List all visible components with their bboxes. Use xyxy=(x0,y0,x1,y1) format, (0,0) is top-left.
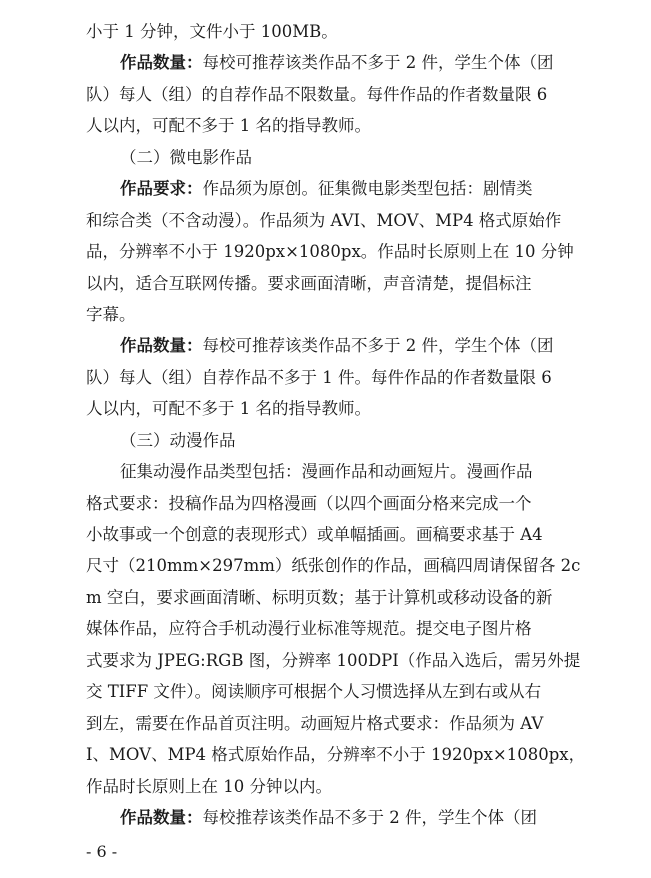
body-line: 媒体作品，应符合手机动漫行业标准等规范。提交电子图片格 xyxy=(86,619,532,638)
body-line: 以内，适合互联网传播。要求画面清晰，声音清楚，提倡标注 xyxy=(86,274,532,293)
body-line: 小于 1 分钟，文件小于 100MB。 xyxy=(86,22,338,41)
body-line: 品，分辨率不小于 1920px×1080px。作品时长原则上在 10 分钟 xyxy=(86,242,574,261)
body-line: 队）每人（组）自荐作品不多于 1 件。每件作品的作者数量限 6 xyxy=(86,368,552,387)
body-line: 队）每人（组）的自荐作品不限数量。每件作品的作者数量限 6 xyxy=(86,85,548,104)
paragraph-first-line: 作品数量：每校可推荐该类作品不多于 2 件，学生个体（团 xyxy=(120,336,554,355)
body-line: 字幕。 xyxy=(86,305,136,324)
body-line: 作品时长原则上在 10 分钟以内。 xyxy=(86,777,332,796)
bold-lead: 作品数量： xyxy=(120,808,203,827)
paragraph-first-line: 作品数量：每校推荐该类作品不多于 2 件，学生个体（团 xyxy=(120,808,537,827)
paragraph-first-line: 作品数量：每校可推荐该类作品不多于 2 件，学生个体（团 xyxy=(120,53,554,72)
bold-lead: 作品数量： xyxy=(120,53,203,72)
body-line: 人以内，可配不多于 1 名的指导教师。 xyxy=(86,116,371,135)
section-heading: （二）微电影作品 xyxy=(120,148,252,167)
body-line: 格式要求：投稿作品为四格漫画（以四个画面分格来完成一个 xyxy=(86,494,532,513)
body-line: m 空白，要求画面清晰、标明页数；基于计算机或移动设备的新 xyxy=(86,588,553,607)
page-number: - 6 - xyxy=(86,842,118,861)
paragraph-first-line: 征集动漫作品类型包括：漫画作品和动画短片。漫画作品 xyxy=(120,462,533,481)
body-line: I、MOV、MP4 格式原始作品，分辨率不小于 1920px×1080px， xyxy=(86,745,586,764)
section-heading: （三）动漫作品 xyxy=(120,431,236,450)
body-line: 人以内，可配不多于 1 名的指导教师。 xyxy=(86,399,371,418)
body-line: 小故事或一个创意的表现形式）或单幅插画。画稿要求基于 A4 xyxy=(86,525,543,544)
body-line: 尺寸（210mm×297mm）纸张创作的作品，画稿四周请保留各 2c xyxy=(86,556,581,575)
body-line: 和综合类（不含动漫）。作品须为 AVI、MOV、MP4 格式原始作 xyxy=(86,211,562,230)
body-line: 式要求为 JPEG:RGB 图，分辨率 100DPI（作品入选后，需另外提 xyxy=(86,651,581,670)
body-line: 交 TIFF 文件）。阅读顺序可根据个人习惯选择从左到右或从右 xyxy=(86,682,542,701)
body-line: 到左，需要在作品首页注明。动画短片格式要求：作品须为 AV xyxy=(86,714,544,733)
bold-lead: 作品要求： xyxy=(120,179,203,198)
bold-lead: 作品数量： xyxy=(120,336,203,355)
paragraph-first-line: 作品要求：作品须为原创。征集微电影类型包括：剧情类 xyxy=(120,179,533,198)
